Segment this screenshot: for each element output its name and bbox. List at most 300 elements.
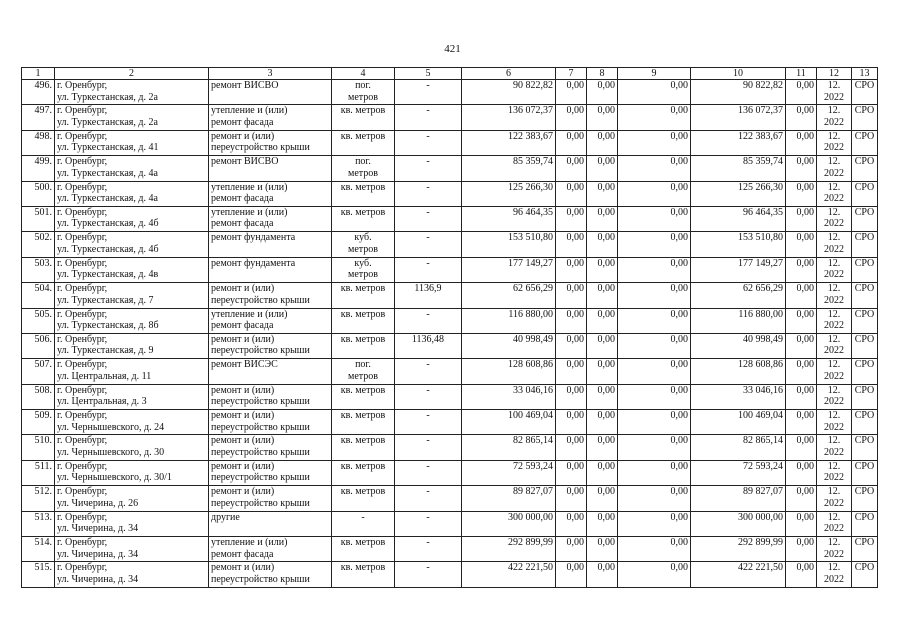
method-cell xyxy=(852,232,878,257)
cost-col10-cell xyxy=(691,156,786,181)
deadline-cell xyxy=(817,384,852,409)
cost-col11-text: 0,00 xyxy=(796,359,814,371)
cost-col10-text: 300 000,00 xyxy=(738,511,783,523)
work-type-cell xyxy=(209,156,332,181)
unit-text: кв. метров xyxy=(340,460,386,472)
work-type-cell xyxy=(209,486,332,511)
cost-total-text: 33 046,16 xyxy=(513,384,553,396)
work-type-cell xyxy=(209,511,332,536)
address-cell xyxy=(55,130,209,155)
cost-total-text: 40 998,49 xyxy=(513,333,553,345)
row-number-cell xyxy=(22,308,55,333)
unit-text: пог. xyxy=(355,156,371,168)
address-text: г. Оренбург, xyxy=(57,156,108,168)
column-header: 3 xyxy=(209,68,332,80)
row-number-text: 505. xyxy=(34,308,52,320)
cost-col11-cell xyxy=(786,80,817,105)
row-number-cell xyxy=(22,384,55,409)
cost-col10-text: 72 593,24 xyxy=(743,460,783,472)
cost-total-cell xyxy=(462,410,556,435)
quantity-text: - xyxy=(426,384,430,396)
method-cell xyxy=(852,308,878,333)
unit-text: пог. xyxy=(355,359,371,371)
method-cell xyxy=(852,206,878,231)
cost-col11-cell xyxy=(786,435,817,460)
row-number-cell xyxy=(22,359,55,384)
address-text: ул. Чичерина, д. 26 xyxy=(57,497,139,509)
cost-col8-text: 0,00 xyxy=(597,257,615,269)
cost-col8-cell xyxy=(587,308,618,333)
work-type-text: утепление и (или) xyxy=(211,206,288,218)
method-cell xyxy=(852,156,878,181)
cost-col11-text: 0,00 xyxy=(796,562,814,574)
quantity-cell xyxy=(395,257,462,282)
cost-col11-cell xyxy=(786,460,817,485)
deadline-cell xyxy=(817,257,852,282)
address-cell xyxy=(55,384,209,409)
cost-col10-cell xyxy=(691,384,786,409)
cost-col10-text: 82 865,14 xyxy=(743,435,783,447)
address-cell xyxy=(55,257,209,282)
quantity-text: - xyxy=(426,232,430,244)
cost-col11-text: 0,00 xyxy=(796,486,814,498)
method-text: СРО xyxy=(854,511,875,523)
method-cell xyxy=(852,181,878,206)
cost-col10-cell xyxy=(691,537,786,562)
cost-col7-text: 0,00 xyxy=(566,257,584,269)
cost-col8-text: 0,00 xyxy=(597,435,615,447)
cost-col7-text: 0,00 xyxy=(566,130,584,142)
method-cell xyxy=(852,80,878,105)
work-type-cell xyxy=(209,537,332,562)
cost-col7-text: 0,00 xyxy=(566,333,584,345)
cost-total-cell xyxy=(462,537,556,562)
method-text: СРО xyxy=(854,435,875,447)
work-type-text: ремонт ВИСВО xyxy=(211,156,279,168)
deadline-cell xyxy=(817,435,852,460)
cost-col8-cell xyxy=(587,283,618,308)
cost-col11-cell xyxy=(786,359,817,384)
cost-total-text: 96 464,35 xyxy=(513,206,553,218)
cost-col10-text: 96 464,35 xyxy=(743,206,783,218)
cost-col8-cell xyxy=(587,486,618,511)
work-type-cell xyxy=(209,206,332,231)
address-text: ул. Центральная, д. 3 xyxy=(57,396,147,408)
quantity-text: - xyxy=(426,308,430,320)
table-row xyxy=(22,410,878,435)
cost-col8-cell xyxy=(587,537,618,562)
cost-col10-cell xyxy=(691,232,786,257)
cost-col8-cell xyxy=(587,257,618,282)
quantity-cell xyxy=(395,435,462,460)
address-text: г. Оренбург, xyxy=(57,232,108,244)
address-text: ул. Чичерина, д. 34 xyxy=(57,548,139,560)
cost-col9-text: 0,00 xyxy=(670,181,688,193)
deadline-text: 2022 xyxy=(824,269,844,281)
cost-col7-text: 0,00 xyxy=(566,511,584,523)
cost-total-text: 82 865,14 xyxy=(513,435,553,447)
deadline-cell xyxy=(817,105,852,130)
row-number-cell xyxy=(22,283,55,308)
cost-col9-cell xyxy=(618,156,691,181)
table-row xyxy=(22,105,878,130)
cost-col8-cell xyxy=(587,435,618,460)
cost-col7-text: 0,00 xyxy=(566,105,584,117)
cost-col7-cell xyxy=(556,486,587,511)
deadline-cell xyxy=(817,333,852,358)
work-type-cell xyxy=(209,308,332,333)
address-text: г. Оренбург, xyxy=(57,283,108,295)
quantity-cell xyxy=(395,232,462,257)
cost-col7-cell xyxy=(556,130,587,155)
cost-col10-text: 122 383,67 xyxy=(738,130,783,142)
cost-col8-text: 0,00 xyxy=(597,80,615,91)
cost-col8-text: 0,00 xyxy=(597,486,615,498)
row-number-cell xyxy=(22,511,55,536)
cost-col9-text: 0,00 xyxy=(670,80,688,91)
cost-col11-text: 0,00 xyxy=(796,130,814,142)
deadline-cell xyxy=(817,283,852,308)
cost-col8-text: 0,00 xyxy=(597,537,615,549)
cost-col9-cell xyxy=(618,384,691,409)
table-row xyxy=(22,333,878,358)
row-number-text: 496. xyxy=(34,80,52,91)
address-text: ул. Центральная, д. 11 xyxy=(57,370,152,382)
cost-col9-text: 0,00 xyxy=(670,511,688,523)
unit-text: кв. метров xyxy=(340,283,386,295)
row-number-text: 499. xyxy=(34,156,52,168)
deadline-text: 2022 xyxy=(824,91,844,103)
cost-col10-cell xyxy=(691,105,786,130)
cost-col7-cell xyxy=(556,308,587,333)
method-text: СРО xyxy=(854,333,875,345)
deadline-cell xyxy=(817,130,852,155)
unit-text: кв. метров xyxy=(340,384,386,396)
table-row xyxy=(22,308,878,333)
cost-col9-text: 0,00 xyxy=(670,460,688,472)
method-text: СРО xyxy=(854,283,875,295)
address-cell xyxy=(55,206,209,231)
cost-total-text: 62 656,29 xyxy=(513,283,553,295)
method-text: СРО xyxy=(854,156,875,168)
work-type-cell xyxy=(209,562,332,587)
quantity-cell xyxy=(395,308,462,333)
cost-col8-cell xyxy=(587,130,618,155)
unit-cell xyxy=(332,359,395,384)
row-number-text: 503. xyxy=(34,257,52,269)
cost-col8-cell xyxy=(587,206,618,231)
unit-text: метров xyxy=(348,243,378,255)
deadline-text: 12. xyxy=(827,181,841,193)
deadline-cell xyxy=(817,511,852,536)
address-text: г. Оренбург, xyxy=(57,130,108,142)
row-number-cell xyxy=(22,410,55,435)
address-cell xyxy=(55,283,209,308)
unit-text: кв. метров xyxy=(340,181,386,193)
deadline-text: 12. xyxy=(827,333,841,345)
address-cell xyxy=(55,562,209,587)
deadline-cell xyxy=(817,156,852,181)
unit-text: кв. метров xyxy=(340,206,386,218)
cost-col8-cell xyxy=(587,410,618,435)
cost-col8-text: 0,00 xyxy=(597,511,615,523)
cost-total-text: 90 822,82 xyxy=(513,80,553,91)
cost-col8-text: 0,00 xyxy=(597,359,615,371)
deadline-text: 2022 xyxy=(824,243,844,255)
cost-total-text: 153 510,80 xyxy=(508,232,553,244)
cost-col8-text: 0,00 xyxy=(597,308,615,320)
quantity-cell xyxy=(395,206,462,231)
cost-col7-text: 0,00 xyxy=(566,562,584,574)
unit-cell xyxy=(332,156,395,181)
method-cell xyxy=(852,333,878,358)
cost-total-cell xyxy=(462,562,556,587)
cost-col9-cell xyxy=(618,410,691,435)
cost-col10-cell xyxy=(691,410,786,435)
work-type-text: другие xyxy=(211,511,240,523)
cost-col8-cell xyxy=(587,156,618,181)
page-number: 421 xyxy=(444,43,461,55)
cost-total-cell xyxy=(462,359,556,384)
unit-text: кв. метров xyxy=(340,105,386,117)
deadline-text: 12. xyxy=(827,232,841,244)
work-type-cell xyxy=(209,333,332,358)
quantity-text: 1136,9 xyxy=(414,283,442,295)
deadline-text: 12. xyxy=(827,384,841,396)
work-type-cell xyxy=(209,130,332,155)
cost-col8-text: 0,00 xyxy=(597,460,615,472)
cost-total-text: 100 469,04 xyxy=(508,410,553,422)
cost-col11-cell xyxy=(786,105,817,130)
deadline-text: 2022 xyxy=(824,320,844,332)
cost-col8-cell xyxy=(587,460,618,485)
cost-col9-text: 0,00 xyxy=(670,105,688,117)
work-type-text: ремонт ВИСВО xyxy=(211,80,279,91)
row-number-cell xyxy=(22,460,55,485)
cost-col7-text: 0,00 xyxy=(566,232,584,244)
unit-text: куб. xyxy=(354,232,372,244)
cost-col7-cell xyxy=(556,410,587,435)
unit-text: кв. метров xyxy=(340,308,386,320)
cost-total-text: 136 072,37 xyxy=(508,105,553,117)
deadline-cell xyxy=(817,232,852,257)
cost-col9-text: 0,00 xyxy=(670,156,688,168)
quantity-text: - xyxy=(426,562,430,574)
cost-col10-text: 125 266,30 xyxy=(738,181,783,193)
address-text: г. Оренбург, xyxy=(57,359,108,371)
column-header: 2 xyxy=(55,68,209,80)
quantity-text: - xyxy=(426,511,430,523)
deadline-text: 12. xyxy=(827,460,841,472)
cost-total-cell xyxy=(462,206,556,231)
cost-col8-text: 0,00 xyxy=(597,206,615,218)
unit-text: кв. метров xyxy=(340,537,386,549)
work-type-cell xyxy=(209,283,332,308)
row-number-cell xyxy=(22,486,55,511)
cost-col9-text: 0,00 xyxy=(670,130,688,142)
cost-col11-text: 0,00 xyxy=(796,384,814,396)
address-text: ул. Чичерина, д. 34 xyxy=(57,523,139,535)
cost-col11-cell xyxy=(786,384,817,409)
unit-text: кв. метров xyxy=(340,562,386,574)
cost-col10-cell xyxy=(691,206,786,231)
cost-col9-text: 0,00 xyxy=(670,562,688,574)
address-text: г. Оренбург, xyxy=(57,435,108,447)
cost-total-text: 85 359,74 xyxy=(513,156,553,168)
cost-total-text: 422 221,50 xyxy=(508,562,553,574)
cost-col9-cell xyxy=(618,435,691,460)
cost-col10-text: 62 656,29 xyxy=(743,283,783,295)
cost-col7-text: 0,00 xyxy=(566,80,584,91)
cost-col11-text: 0,00 xyxy=(796,105,814,117)
deadline-text: 12. xyxy=(827,257,841,269)
row-number-text: 500. xyxy=(34,181,52,193)
deadline-text: 12. xyxy=(827,156,841,168)
quantity-cell xyxy=(395,130,462,155)
row-number-cell xyxy=(22,562,55,587)
cost-col11-text: 0,00 xyxy=(796,410,814,422)
deadline-text: 2022 xyxy=(824,167,844,179)
deadline-text: 2022 xyxy=(824,396,844,408)
table-row xyxy=(22,511,878,536)
deadline-text: 12. xyxy=(827,308,841,320)
row-number-text: 512. xyxy=(34,486,52,498)
quantity-text: - xyxy=(426,80,430,91)
cost-col9-cell xyxy=(618,283,691,308)
column-header: 7 xyxy=(556,68,587,80)
address-cell xyxy=(55,105,209,130)
cost-col7-cell xyxy=(556,181,587,206)
cost-col10-text: 128 608,86 xyxy=(738,359,783,371)
column-header: 10 xyxy=(691,68,786,80)
quantity-cell xyxy=(395,283,462,308)
method-text: СРО xyxy=(854,181,875,193)
work-type-text: утепление и (или) xyxy=(211,308,288,320)
table-row xyxy=(22,130,878,155)
cost-col7-text: 0,00 xyxy=(566,410,584,422)
method-text: СРО xyxy=(854,257,875,269)
unit-text: куб. xyxy=(354,257,372,269)
work-type-text: ремонт и (или) xyxy=(211,486,275,498)
address-text: г. Оренбург, xyxy=(57,562,108,574)
cost-total-text: 72 593,24 xyxy=(513,460,553,472)
address-text: ул. Туркестанская, д. 2а xyxy=(57,91,158,103)
cost-total-cell xyxy=(462,460,556,485)
cost-col7-cell xyxy=(556,156,587,181)
cost-col7-cell xyxy=(556,562,587,587)
work-type-text: переустройство крыши xyxy=(211,396,310,408)
cost-col10-cell xyxy=(691,181,786,206)
cost-col7-cell xyxy=(556,384,587,409)
unit-text: пог. xyxy=(355,80,371,91)
unit-cell xyxy=(332,562,395,587)
cost-col8-cell xyxy=(587,80,618,105)
cost-col9-cell xyxy=(618,206,691,231)
cost-col9-cell xyxy=(618,232,691,257)
cost-col9-text: 0,00 xyxy=(670,283,688,295)
cost-col9-text: 0,00 xyxy=(670,384,688,396)
cost-col9-cell xyxy=(618,80,691,105)
address-text: г. Оренбург, xyxy=(57,181,108,193)
cost-col7-text: 0,00 xyxy=(566,283,584,295)
address-cell xyxy=(55,181,209,206)
work-type-text: ремонт и (или) xyxy=(211,384,275,396)
method-cell xyxy=(852,562,878,587)
row-number-cell xyxy=(22,130,55,155)
address-text: г. Оренбург, xyxy=(57,537,108,549)
cost-col7-text: 0,00 xyxy=(566,460,584,472)
cost-col10-cell xyxy=(691,130,786,155)
address-text: ул. Чернышевского, д. 24 xyxy=(57,421,165,433)
cost-col10-text: 89 827,07 xyxy=(743,486,783,498)
method-cell xyxy=(852,537,878,562)
cost-col9-text: 0,00 xyxy=(670,537,688,549)
work-type-text: ремонт и (или) xyxy=(211,435,275,447)
work-type-cell xyxy=(209,435,332,460)
unit-cell xyxy=(332,537,395,562)
cost-col10-text: 177 149,27 xyxy=(738,257,783,269)
row-number-text: 511. xyxy=(34,460,52,472)
row-number-cell xyxy=(22,105,55,130)
cost-col10-cell xyxy=(691,283,786,308)
row-number-text: 513. xyxy=(34,511,52,523)
cost-col10-text: 40 998,49 xyxy=(743,333,783,345)
work-type-text: ремонт и (или) xyxy=(211,333,275,345)
deadline-cell xyxy=(817,537,852,562)
cost-col7-cell xyxy=(556,511,587,536)
method-cell xyxy=(852,105,878,130)
cost-col9-cell xyxy=(618,511,691,536)
deadline-text: 12. xyxy=(827,486,841,498)
quantity-text: - xyxy=(426,537,430,549)
deadline-text: 2022 xyxy=(824,294,844,306)
cost-col10-text: 90 822,82 xyxy=(743,80,783,91)
cost-col8-cell xyxy=(587,359,618,384)
quantity-text: - xyxy=(426,359,430,371)
address-cell xyxy=(55,410,209,435)
cost-col11-cell xyxy=(786,333,817,358)
cost-col10-text: 33 046,16 xyxy=(743,384,783,396)
cost-total-text: 128 608,86 xyxy=(508,359,553,371)
cost-total-text: 89 827,07 xyxy=(513,486,553,498)
column-header: 13 xyxy=(852,68,878,80)
unit-text: метров xyxy=(348,91,378,103)
address-cell xyxy=(55,333,209,358)
work-type-text: утепление и (или) xyxy=(211,181,288,193)
cost-col8-text: 0,00 xyxy=(597,562,615,574)
work-type-cell xyxy=(209,460,332,485)
row-number-cell xyxy=(22,80,55,105)
address-text: г. Оренбург, xyxy=(57,333,108,345)
cost-col9-cell xyxy=(618,333,691,358)
cost-col9-cell xyxy=(618,562,691,587)
quantity-cell xyxy=(395,80,462,105)
table-row xyxy=(22,537,878,562)
cost-total-text: 292 899,99 xyxy=(508,537,553,549)
column-header: 4 xyxy=(332,68,395,80)
address-cell xyxy=(55,460,209,485)
cost-col10-cell xyxy=(691,333,786,358)
deadline-text: 2022 xyxy=(824,218,844,230)
work-type-text: ремонт и (или) xyxy=(211,130,275,142)
work-type-text: утепление и (или) xyxy=(211,537,288,549)
address-cell xyxy=(55,511,209,536)
row-number-cell xyxy=(22,257,55,282)
work-type-text: ремонт фундамента xyxy=(211,257,296,269)
cost-col11-text: 0,00 xyxy=(796,435,814,447)
unit-cell xyxy=(332,257,395,282)
address-text: г. Оренбург, xyxy=(57,257,108,269)
